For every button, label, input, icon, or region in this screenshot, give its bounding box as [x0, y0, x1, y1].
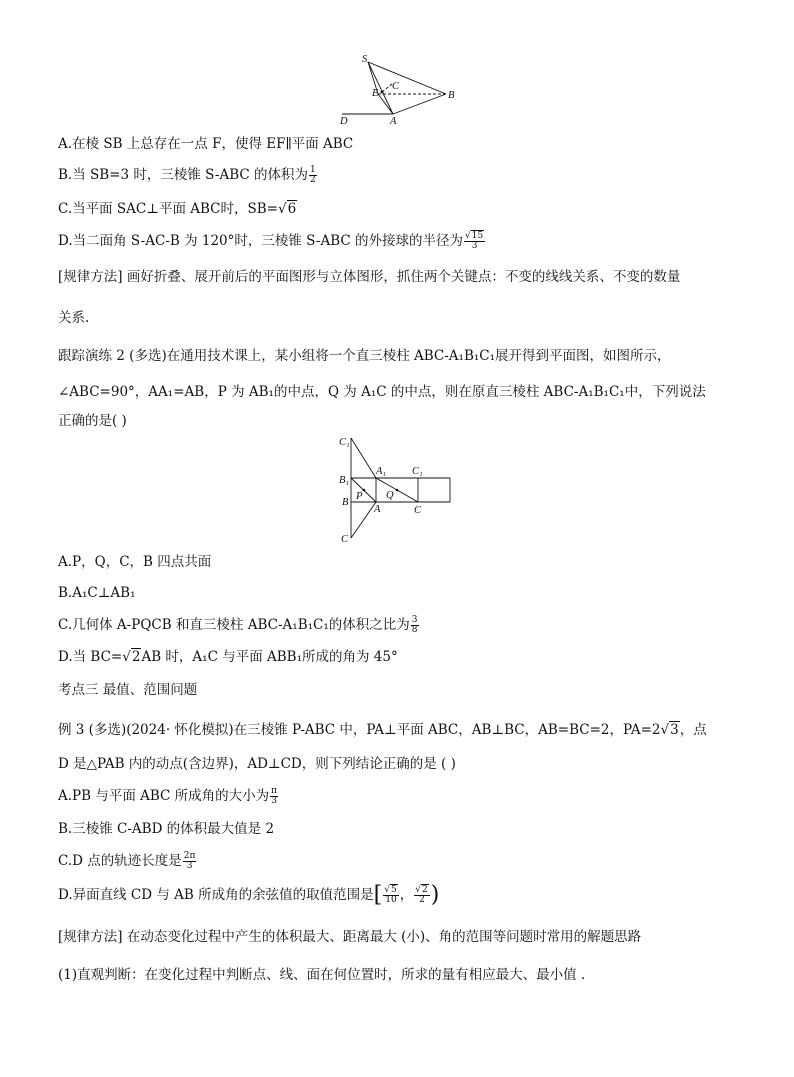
method-note-3-line-2: (1)直观判断：在变化过程中判断点、线、面在何位置时，所求的量有相应最大、最小值 . [58, 967, 586, 983]
label-A1: A₁ [376, 466, 387, 477]
label-C1-right: C₁ [412, 466, 423, 477]
q3-option-a: A.PB 与平面 ABC 所成角的大小为 $\frac{\pi}{3}$ [58, 786, 278, 806]
fraction: $\frac{√15}{3}$ [465, 231, 484, 251]
fraction: $\frac{1}{2}$ [310, 165, 316, 185]
figure-tetrahedron [332, 52, 462, 128]
label-D: D [340, 116, 348, 127]
q2-option-b: B.A₁C⊥AB₁ [58, 585, 136, 601]
figure-prism-net [334, 432, 458, 544]
example-3-line-2: D 是△PAB 内的动点(含边界)，AD⊥CD，则下列结论正确的是 ( ) [58, 756, 456, 772]
q3-option-d: D.异面直线 CD 与 AB 所成角的余弦值的取值范围是[ $\frac{√5}{10}$ ， $\frac{√2}{2}$ ) [58, 882, 440, 908]
label-A: A [374, 504, 381, 515]
q3-option-c: C.D 点的轨迹长度是 $\frac{2\pi}{3}$ [58, 851, 196, 871]
practice-2-line-2: ∠ABC=90°，AA₁=AB，P 为 AB₁的中点，Q 为 A₁C 的中点，则在原直三棱柱 ABC-A₁B₁C₁中，下列说法 [58, 384, 706, 400]
label-A: A [390, 116, 397, 127]
fraction: $\frac{√5}{10}$ [384, 885, 397, 905]
q3-option-b: B.三棱锥 C-ABD 的体积最大值是 2 [58, 821, 275, 837]
practice-2-line-3: 正确的是( ) [58, 413, 127, 429]
q1-option-c: C.当平面 SAC⊥平面 ABC时，SB=√6 [58, 201, 297, 217]
label-S: S [362, 54, 368, 65]
q1-option-a: A.在棱 SB 上总存在一点 F，使得 EF∥平面 ABC [58, 136, 354, 152]
method-note-1-line-1: [规律方法] 画好折叠、展开前后的平面图形与立体图形，抓住两个关键点：不变的线线关系、不变的数量 [58, 269, 681, 285]
label-B: B [342, 497, 349, 508]
fraction: $\frac{2\pi}{3}$ [183, 851, 196, 871]
label-C-bottom: C [341, 534, 349, 544]
q2-option-a: A.P，Q，C，B 四点共面 [58, 554, 212, 570]
label-Q: Q [386, 490, 394, 501]
label-B: B [448, 90, 455, 101]
label-C: C [392, 81, 400, 92]
method-note-3-line-1: [规律方法] 在动态变化过程中产生的体积最大、距离最大 (小)、角的范围等问题时常用的解题思路 [58, 929, 642, 945]
q1-option-b: B.当 SB=3 时，三棱锥 S-ABC 的体积为 $\frac{1}{2}$ [58, 165, 316, 185]
label-B1: B₁ [339, 475, 350, 486]
label-P: P [356, 491, 363, 502]
practice-2-line-1: 跟踪演练 2 (多选)在通用技术课上，某小组将一个直三棱柱 ABC-A₁B₁C₁展开得到平面图，如图所示， [58, 348, 671, 364]
method-note-1-line-2: 关系. [58, 310, 90, 326]
fraction: $\frac{\pi}{3}$ [271, 786, 278, 806]
label-C1-top: C₁ [339, 437, 350, 448]
fraction: $\frac{√2}{2}$ [415, 885, 428, 905]
fraction: $\frac{3}{8}$ [411, 615, 418, 635]
q2-option-d: D.当 BC=√2AB 时，A₁C 与平面 ABB₁所成的角为 45° [58, 649, 398, 665]
section-3-title: 考点三 最值、范围问题 [58, 682, 198, 698]
q1-option-d: D.当二面角 S-AC-B 为 120°时，三棱锥 S-ABC 的外接球的半径为 $\frac{√15}{3}$ [58, 231, 484, 251]
label-C-right: C [414, 505, 422, 516]
example-3-line-1: 例 3 (多选)(2024· 怀化模拟)在三棱锥 P-ABC 中，PA⊥平面 ABC，AB⊥BC，AB=BC=2，PA=2√3，点 [58, 722, 707, 738]
label-E: E [372, 88, 379, 99]
q2-option-c: C.几何体 A-PQCB 和直三棱柱 ABC-A₁B₁C₁的体积之比为 $\frac{3}{8}$ [58, 615, 418, 635]
